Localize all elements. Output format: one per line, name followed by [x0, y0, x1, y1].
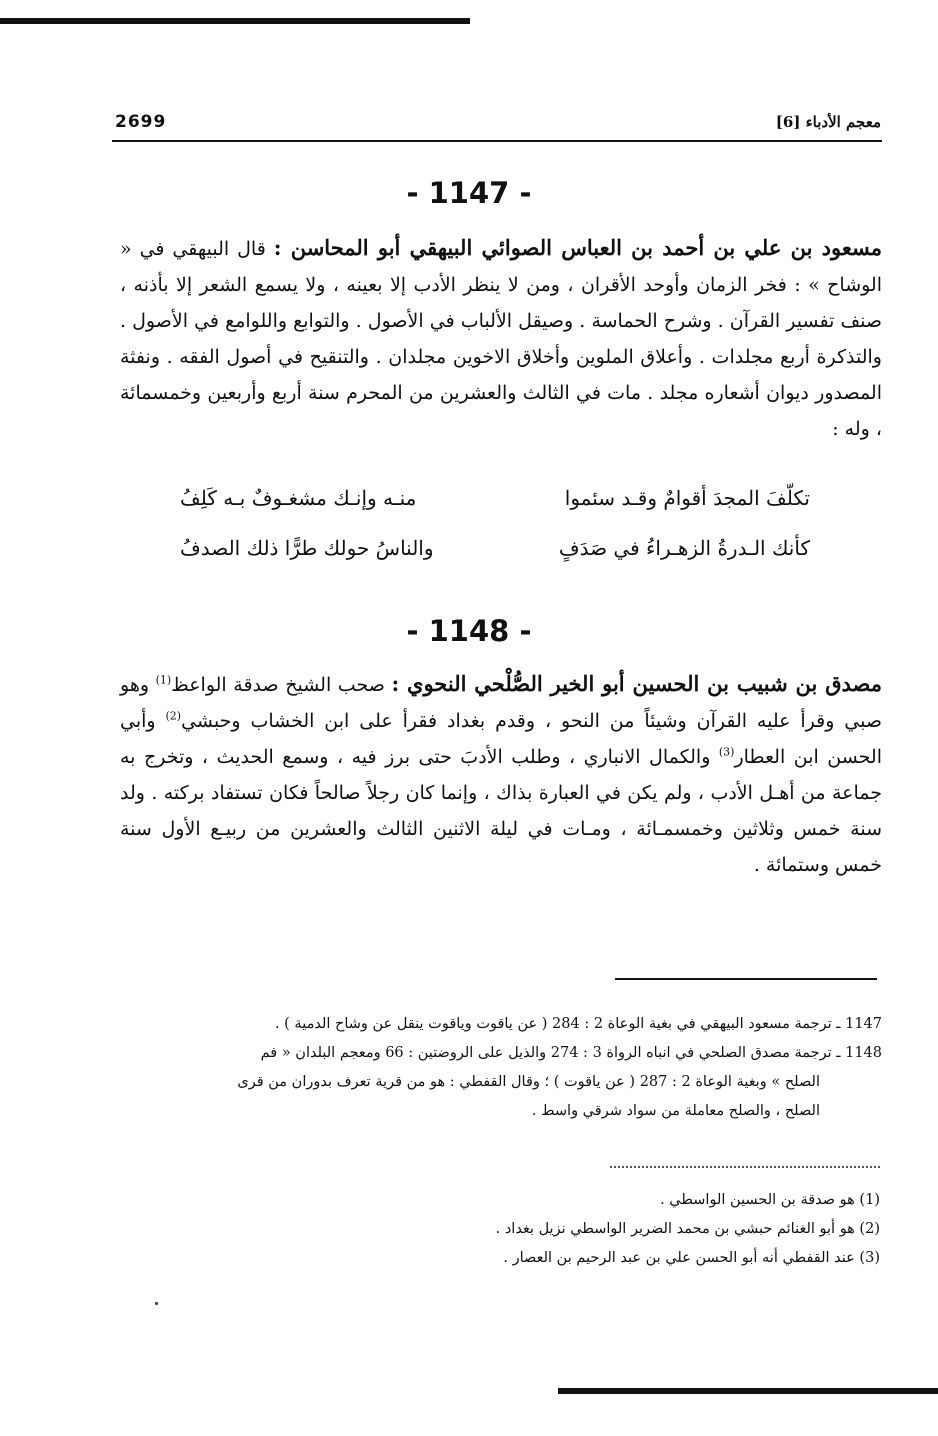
verse-line-2	[150, 536, 830, 572]
entry-1148-body-1: صحب الشيخ صدقة الواعظ	[171, 674, 385, 696]
footnote-1: (1) هو صدقة بن الحسين الواسطي .	[660, 1192, 880, 1208]
source-note-1148-line-3: الصلح ، والصلح معاملة من سواد شرقي واسط .	[531, 1103, 820, 1119]
entry-1147-body: قال البيهقي في « الوشاح » : فخر الزمان وأوحد الأقران ، ومن لا ينظر الأدب إلا بعينه ، ولا يسمع الشعر إلا بأذنه ، صنف تفسير القرآن . وشرح الحماسة . وصيقل الألباب في الأصول . والتوابع واللوامع في الأصول . والتذكرة أربع مجلدات . وأعلاق الملوين وأخلاق الاخوين مجلدان . والتنقيح في أصول الفقه . ونفثة المصدور ديوان أشعاره مجلد . مات في الثالث والعشرين من المحرم سنة أربع وأربعين وخمسمائة ، وله :	[120, 238, 882, 440]
footnote-marker-3: (3)	[718, 745, 735, 759]
entry-1148-name: مصدق بن شبيب بن الحسين أبو الخير الصُّلْحي النحوي :	[391, 671, 882, 696]
running-title: معجم الأدباء [6]	[775, 113, 881, 131]
entry-1148-body-4: والكمال الانباري ، وطلب الأدبَ حتى برز فيه ، وسمع الحديث ، وتخرج به جماعة من أهـل الأدب ، ولم يكن في العبارة بذاك ، وإنما كان رجلاً صالحاً فكان تستفاد بركته . ولد سنة خمس وثلاثين وخمسمـائة ، ومـات في ليلة الاثنين الثالث والعشرين من ربيـع الأول سنة خمس وستمائة .	[120, 746, 882, 876]
page-header	[115, 108, 881, 136]
entry-1148-text	[120, 666, 882, 883]
source-note-1148-line-2: الصلح » وبغية الوعاة 2 : 287 ( عن ياقوت ) ؛ وقال القفطي : هو من قرية تعرف بدوران من قرى	[237, 1074, 820, 1090]
entry-1148-body-2: وهو صبي وقرأ عليه القرآن وشيئاً من النحو ، وقدم بغداد فقرأ على ابن الخشاب وحبشي	[120, 674, 883, 732]
source-notes-rule	[615, 978, 877, 980]
page-number: 2699	[115, 112, 167, 132]
entry-number-1148: - 1148 -	[406, 614, 532, 648]
verse-1-first-hemistich: تكلّفَ المجدَ أقوامٌ وقـد سئموا	[564, 486, 810, 510]
footnote-2: (2) هو أبو الغنائم حبشي بن محمد الضرير الواسطي نزيل بغداد .	[495, 1221, 880, 1237]
source-note-1148-line-1: 1148 ـ ترجمة مصدق الصلحي في انباه الرواة 3 : 274 والذيل على الروضتين : 66 ومعجم البلدان « فم	[260, 1045, 882, 1061]
source-notes	[125, 1010, 882, 1126]
header-rule	[112, 140, 882, 142]
footnote-marker-2: (2)	[165, 709, 182, 723]
footnote-3: (3) عند القفطي أنه أبو الحسن علي بن عبد الرحيم بن العصار .	[503, 1250, 880, 1266]
scan-edge-bottom	[558, 1388, 938, 1394]
footnotes-divider	[610, 1166, 880, 1168]
entry-1147-name: مسعود بن علي بن أحمد بن العباس الصوائي البيهقي أبو المحاسن :	[273, 235, 882, 260]
entry-1147-text	[120, 230, 882, 447]
scan-speck	[155, 1302, 158, 1305]
verse-2-second-hemistich: والناسُ حولك طرًّا ذلك الصدفُ	[180, 536, 434, 560]
verse-line-1	[150, 486, 830, 522]
source-note-1147: 1147 ـ ترجمة مسعود البيهقي في بغية الوعاة 2 : 284 ( عن ياقوت وياقوت ينقل عن وشاح الدمية ) .	[274, 1016, 882, 1032]
entry-1148-body-3: وأبي الحسن ابن العطار	[120, 710, 883, 768]
footnote-marker-1: (1)	[155, 673, 172, 687]
verse-2-first-hemistich: كأنك الـدرةُ الزهـراءُ في صَدَفٍ	[558, 536, 810, 560]
verse-1-second-hemistich: منـه وإنـك مشغـوفٌ بـه كَلِفُ	[180, 486, 417, 510]
entry-number-1147: - 1147 -	[406, 176, 532, 210]
footnotes	[360, 1186, 880, 1273]
scan-edge-top	[0, 18, 470, 24]
